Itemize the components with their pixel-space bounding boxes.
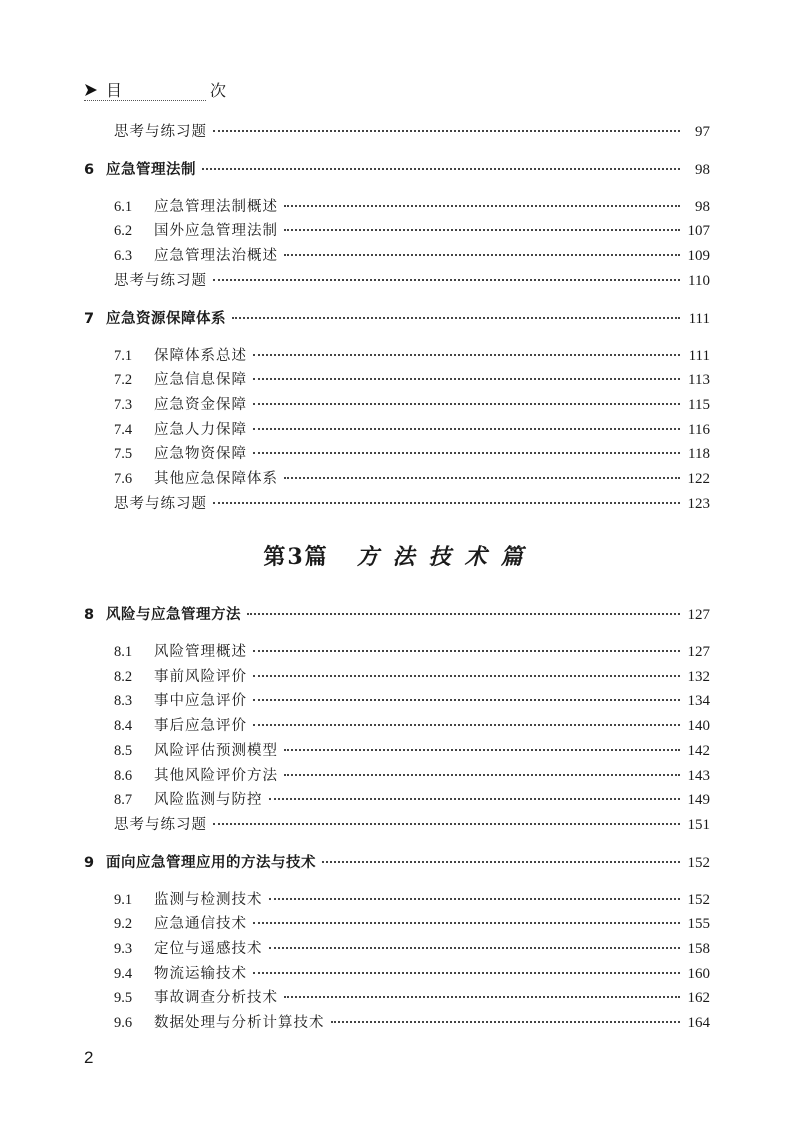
dot-leader — [253, 353, 680, 356]
toc-entry-number: 6.2 — [114, 223, 133, 240]
toc-practice-row — [114, 121, 710, 143]
part-prefix: 第3篇 — [263, 544, 329, 570]
dot-leader — [213, 501, 680, 504]
toc-entry-page: 116 — [688, 421, 710, 438]
toc-entry-number: 7.3 — [114, 396, 133, 413]
toc-entry-number: 8.5 — [114, 742, 133, 759]
dot-leader — [284, 748, 680, 751]
dot-leader — [202, 167, 680, 170]
toc-entry-number: 7.5 — [114, 446, 133, 463]
toc-entry-number: 8.2 — [114, 668, 133, 685]
toc-entry-page: 107 — [687, 223, 710, 240]
toc-entry-page: 109 — [687, 248, 710, 265]
toc-entry-page: 152 — [687, 854, 710, 871]
header-divider — [84, 100, 206, 101]
toc-entry-title: 事后应急评价 — [154, 718, 247, 735]
toc-entry-title: 数据处理与分析计算技术 — [154, 1015, 325, 1032]
toc-practice-row — [114, 493, 710, 515]
toc-entry-title: 事故调查分析技术 — [154, 990, 278, 1007]
toc-entry-page: 151 — [687, 816, 710, 833]
toc-chapter-row — [84, 852, 710, 874]
dot-leader — [247, 612, 680, 615]
toc-entry-page: 155 — [687, 916, 710, 933]
toc-entry-number: 6.1 — [114, 198, 133, 215]
toc-entry-title: 事中应急评价 — [154, 693, 247, 710]
toc-section-row — [114, 345, 710, 367]
toc-practice-row — [114, 270, 710, 292]
toc-entry-page: 111 — [688, 347, 710, 364]
dot-leader — [269, 897, 681, 900]
dot-leader — [253, 402, 680, 405]
page-number: 2 — [84, 1048, 94, 1067]
toc-entry-number: 7.6 — [114, 471, 133, 487]
dot-leader — [284, 773, 680, 776]
toc-section-row — [114, 690, 710, 712]
dot-leader — [284, 253, 680, 256]
toc-header — [84, 78, 262, 101]
toc-entry-page: 98 — [695, 198, 710, 215]
toc-entry-title: 思考与练习题 — [114, 272, 207, 289]
toc-entry-number: 8.7 — [114, 792, 133, 809]
toc-section-row — [114, 913, 710, 935]
toc-section-row — [114, 220, 710, 242]
toc-entry-title: 思考与练习题 — [114, 124, 207, 140]
toc-entry-title: 应急管理法制 — [106, 161, 196, 178]
toc-entry-page: 122 — [687, 471, 710, 487]
arrow-icon — [84, 83, 98, 97]
toc-entry-title: 风险评估预测模型 — [154, 742, 278, 759]
toc-entry-title: 面向应急管理应用的方法与技术 — [106, 854, 316, 871]
toc-entry-number: 8 — [84, 607, 95, 623]
dot-leader — [253, 649, 680, 652]
part-title — [0, 540, 800, 571]
toc-entry-page: 110 — [688, 272, 710, 289]
toc-entry-page: 158 — [687, 941, 710, 957]
toc-practice-row — [114, 814, 710, 836]
toc-entry-page: 127 — [687, 607, 710, 623]
toc-section-row — [114, 394, 710, 416]
toc-entry-page: 127 — [687, 644, 710, 660]
toc-entry-page: 164 — [687, 1015, 710, 1032]
toc-entry-number: 9.5 — [114, 990, 133, 1007]
dot-leader — [284, 995, 680, 998]
dot-leader — [284, 228, 680, 231]
toc-entry-page: 142 — [687, 742, 710, 759]
toc-entry-title: 应急人力保障 — [154, 421, 247, 438]
toc-entry-number: 6.3 — [114, 248, 133, 265]
toc-section-row — [114, 987, 710, 1009]
toc-section-row — [114, 740, 710, 762]
toc-entry-page: 132 — [687, 668, 710, 685]
toc-section-row — [114, 196, 710, 218]
dot-leader — [284, 476, 680, 479]
toc-entry-title: 风险管理概述 — [154, 644, 247, 660]
toc-entry-title: 定位与遥感技术 — [154, 941, 263, 957]
toc-entry-page: 97 — [695, 124, 710, 140]
toc-entry-number: 9.2 — [114, 916, 133, 933]
toc-entry-page: 118 — [688, 446, 710, 463]
part-name: 方法技术篇 — [356, 544, 537, 570]
toc-entry-title: 思考与练习题 — [114, 495, 207, 512]
toc-entry-number: 8.3 — [114, 693, 133, 710]
toc-section-row — [114, 889, 710, 911]
toc-entry-number: 9.6 — [114, 1015, 133, 1032]
toc-chapter-row — [84, 308, 710, 330]
toc-entry-number: 8.1 — [114, 644, 133, 660]
toc-entry-page: 115 — [688, 396, 710, 413]
dot-leader — [253, 674, 680, 677]
toc-entry-number: 9.3 — [114, 941, 133, 957]
dot-leader — [331, 1020, 681, 1023]
toc-entry-page: 134 — [687, 693, 710, 710]
toc-section-row — [114, 443, 710, 465]
dot-leader — [253, 377, 680, 380]
toc-entry-number: 7 — [84, 310, 95, 327]
toc-section-row — [114, 789, 710, 811]
toc-entry-page: 140 — [687, 718, 710, 735]
toc-chapter-row — [84, 159, 710, 181]
toc-section-row — [114, 963, 710, 985]
toc-entry-page: 143 — [687, 767, 710, 784]
toc-entry-title: 事前风险评价 — [154, 668, 247, 685]
dot-leader — [253, 921, 680, 924]
toc-entry-title: 风险与应急管理方法 — [106, 607, 241, 623]
toc-entry-number: 7.1 — [114, 347, 133, 364]
toc-section-row — [114, 245, 710, 267]
dot-leader — [269, 946, 681, 949]
toc-section-row — [114, 1012, 710, 1034]
toc-entry-title: 应急资金保障 — [154, 396, 247, 413]
toc-entry-number: 6 — [84, 161, 95, 178]
toc-entry-title: 应急管理法治概述 — [154, 248, 278, 265]
toc-entry-title: 应急管理法制概述 — [154, 198, 278, 215]
dot-leader — [253, 451, 680, 454]
toc-entry-number: 9.1 — [114, 891, 133, 908]
dot-leader — [253, 723, 680, 726]
toc-entry-title: 其他风险评价方法 — [154, 767, 278, 784]
toc-section-row — [114, 765, 710, 787]
toc-entry-page: 149 — [687, 792, 710, 809]
toc-entry-title: 应急资源保障体系 — [106, 310, 226, 327]
toc-entry-page: 123 — [687, 495, 710, 512]
toc-chapter-row — [84, 604, 710, 626]
toc-entry-title: 应急通信技术 — [154, 916, 247, 933]
toc-entry-page: 152 — [687, 891, 710, 908]
dot-leader — [253, 427, 680, 430]
toc-entry-page: 113 — [688, 372, 710, 389]
dot-leader — [232, 316, 680, 319]
toc-entry-page: 162 — [687, 990, 710, 1007]
dot-leader — [213, 822, 680, 825]
dot-leader — [322, 860, 680, 863]
toc-entry-title: 监测与检测技术 — [154, 891, 263, 908]
toc-entry-title: 保障体系总述 — [154, 347, 247, 364]
toc-entry-page: 98 — [695, 161, 710, 178]
toc-entry-page: 111 — [688, 310, 710, 327]
toc-header-title: 目 次 — [106, 81, 263, 100]
dot-leader — [213, 278, 680, 281]
toc-entry-number: 9 — [84, 854, 95, 871]
toc-section-row — [114, 419, 710, 441]
toc-section-row — [114, 938, 710, 960]
toc-entry-number: 9.4 — [114, 965, 133, 982]
toc-entry-page: 160 — [687, 965, 710, 982]
toc-entry-title: 国外应急管理法制 — [154, 223, 278, 240]
toc-entry-number: 8.4 — [114, 718, 133, 735]
toc-section-row — [114, 641, 710, 663]
toc-entry-title: 其他应急保障体系 — [154, 471, 278, 487]
toc-entry-number: 7.4 — [114, 421, 133, 438]
toc-entry-title: 风险监测与防控 — [154, 792, 263, 809]
toc-section-row — [114, 715, 710, 737]
toc-section-row — [114, 666, 710, 688]
toc-entry-title: 应急物资保障 — [154, 446, 247, 463]
toc-entry-number: 8.6 — [114, 767, 133, 784]
dot-leader — [253, 698, 680, 701]
dot-leader — [269, 797, 681, 800]
toc-entry-number: 7.2 — [114, 372, 133, 389]
toc-entry-title: 思考与练习题 — [114, 816, 207, 833]
toc-entry-title: 物流运输技术 — [154, 965, 247, 982]
dot-leader — [253, 971, 680, 974]
toc-section-row — [114, 369, 710, 391]
dot-leader — [284, 204, 680, 207]
toc-entry-title: 应急信息保障 — [154, 372, 247, 389]
toc-section-row — [114, 468, 710, 490]
dot-leader — [213, 129, 680, 132]
